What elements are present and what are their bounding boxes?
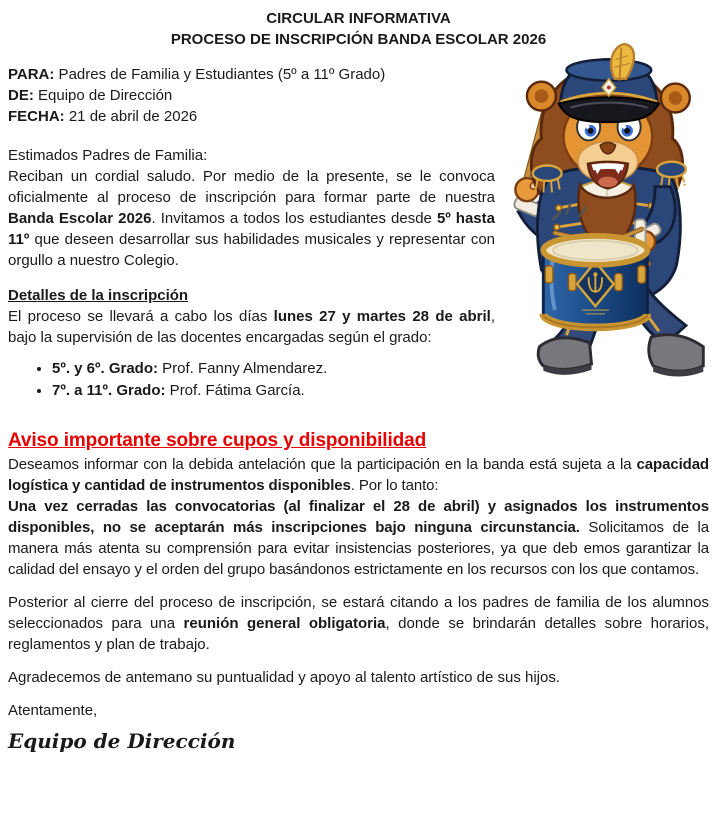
signature: Equipo de Dirección <box>8 729 236 753</box>
followup-paragraph <box>8 592 709 655</box>
followup-text: Posterior al cierre del proceso de inscripción, se estará citando a los padres de familia de los alumnos seleccionados para una <box>8 594 709 632</box>
intro-text: que deseen desarrollar sus habilidades musicales y representar con orgullo a nuestro Colegio. <box>8 231 495 269</box>
intro-bold-banda: Banda Escolar 2026 <box>8 210 152 227</box>
meta-to-value: Padres de Familia y Estudiantes (5º a 11º Grado) <box>54 66 386 83</box>
details-text: , bajo la supervisión de las docentes encargadas según el grado: <box>8 308 495 346</box>
notice-paragraph-2 <box>8 496 709 580</box>
salutation: Estimados Padres de Familia: <box>8 147 208 164</box>
details-text: El proceso se llevará a cabo los días <box>8 308 274 325</box>
details-bold-dates: lunes 27 y martes 28 de abril <box>273 308 491 325</box>
meta-to-label: PARA: <box>8 66 55 83</box>
snare-drum <box>543 236 647 329</box>
meta-from-label: DE: <box>8 87 34 104</box>
teacher-name: Prof. Fátima García. <box>165 382 305 399</box>
notice-text: Deseamos informar con la debida antelación que la participación en la banda está sujeta a la <box>8 456 637 473</box>
title-line-2: PROCESO DE INSCRIPCIÓN BANDA ESCOLAR 2026 <box>170 31 547 48</box>
band-cap <box>559 60 659 123</box>
followup-text: , donde se brindarán detalles sobre horarios, reglamentos y plan de trabajo. <box>8 615 710 653</box>
meta-date-value: 21 de abril de 2026 <box>64 108 198 125</box>
meta-from-value: Equipo de Dirección <box>33 87 173 104</box>
closing-line: Atentamente, <box>8 702 98 719</box>
notice-heading: Aviso importante sobre cupos y disponibilidad <box>8 430 427 451</box>
grade-range: 7º. a 11º. Grado: <box>52 382 166 399</box>
mascot-badge-number: 56 <box>679 177 698 196</box>
notice-section <box>8 428 709 580</box>
details-heading: Detalles de la inscripción <box>8 287 189 304</box>
intro-bold-grados: 5º hasta 11º <box>8 210 495 248</box>
teacher-name: Prof. Fanny Almendarez. <box>158 360 328 377</box>
notice-bold-deadline: Una vez cerradas las convocatorias (al finalizar el 28 de abril) y asignados los instrumentos disponibles, no se aceptarán más inscripciones bajo ninguna circunstancia. <box>8 498 709 536</box>
notice-text: . Por lo tanto: <box>350 477 439 494</box>
boots <box>538 335 703 377</box>
followup-bold-meeting: reunión general obligatoria <box>183 615 386 632</box>
intro-text: Reciban un cordial saludo. Por medio de la presente, se le convoca oficialmente al proceso de inscripción para formar parte de nuestra <box>8 168 495 206</box>
meta-date-label: FECHA: <box>8 108 65 125</box>
notice-text: Solicitamos de la manera más atenta su comprensión para evitar insistencias posteriores, ya que deb emos garantizar la calidad del ensayo y el orden del grupo basándonos estrictamente en los recursos con los que contamos. <box>8 519 709 578</box>
thanks-paragraph: Agradecemos de antemano su puntualidad y apoyo al talento artístico de sus hijos. <box>8 669 561 686</box>
lion-band-drummer-mascot-icon <box>499 42 711 395</box>
title-line-1: CIRCULAR INFORMATIVA <box>266 10 451 27</box>
notice-bold-capacity: capacidad logística y cantidad de instrumentos disponibles <box>8 456 709 494</box>
intro-text: . Invitamos a todos los estudiantes desde <box>151 210 437 227</box>
grade-range: 5º. y 6º. Grado: <box>52 360 158 377</box>
notice-paragraph-1 <box>8 454 709 496</box>
